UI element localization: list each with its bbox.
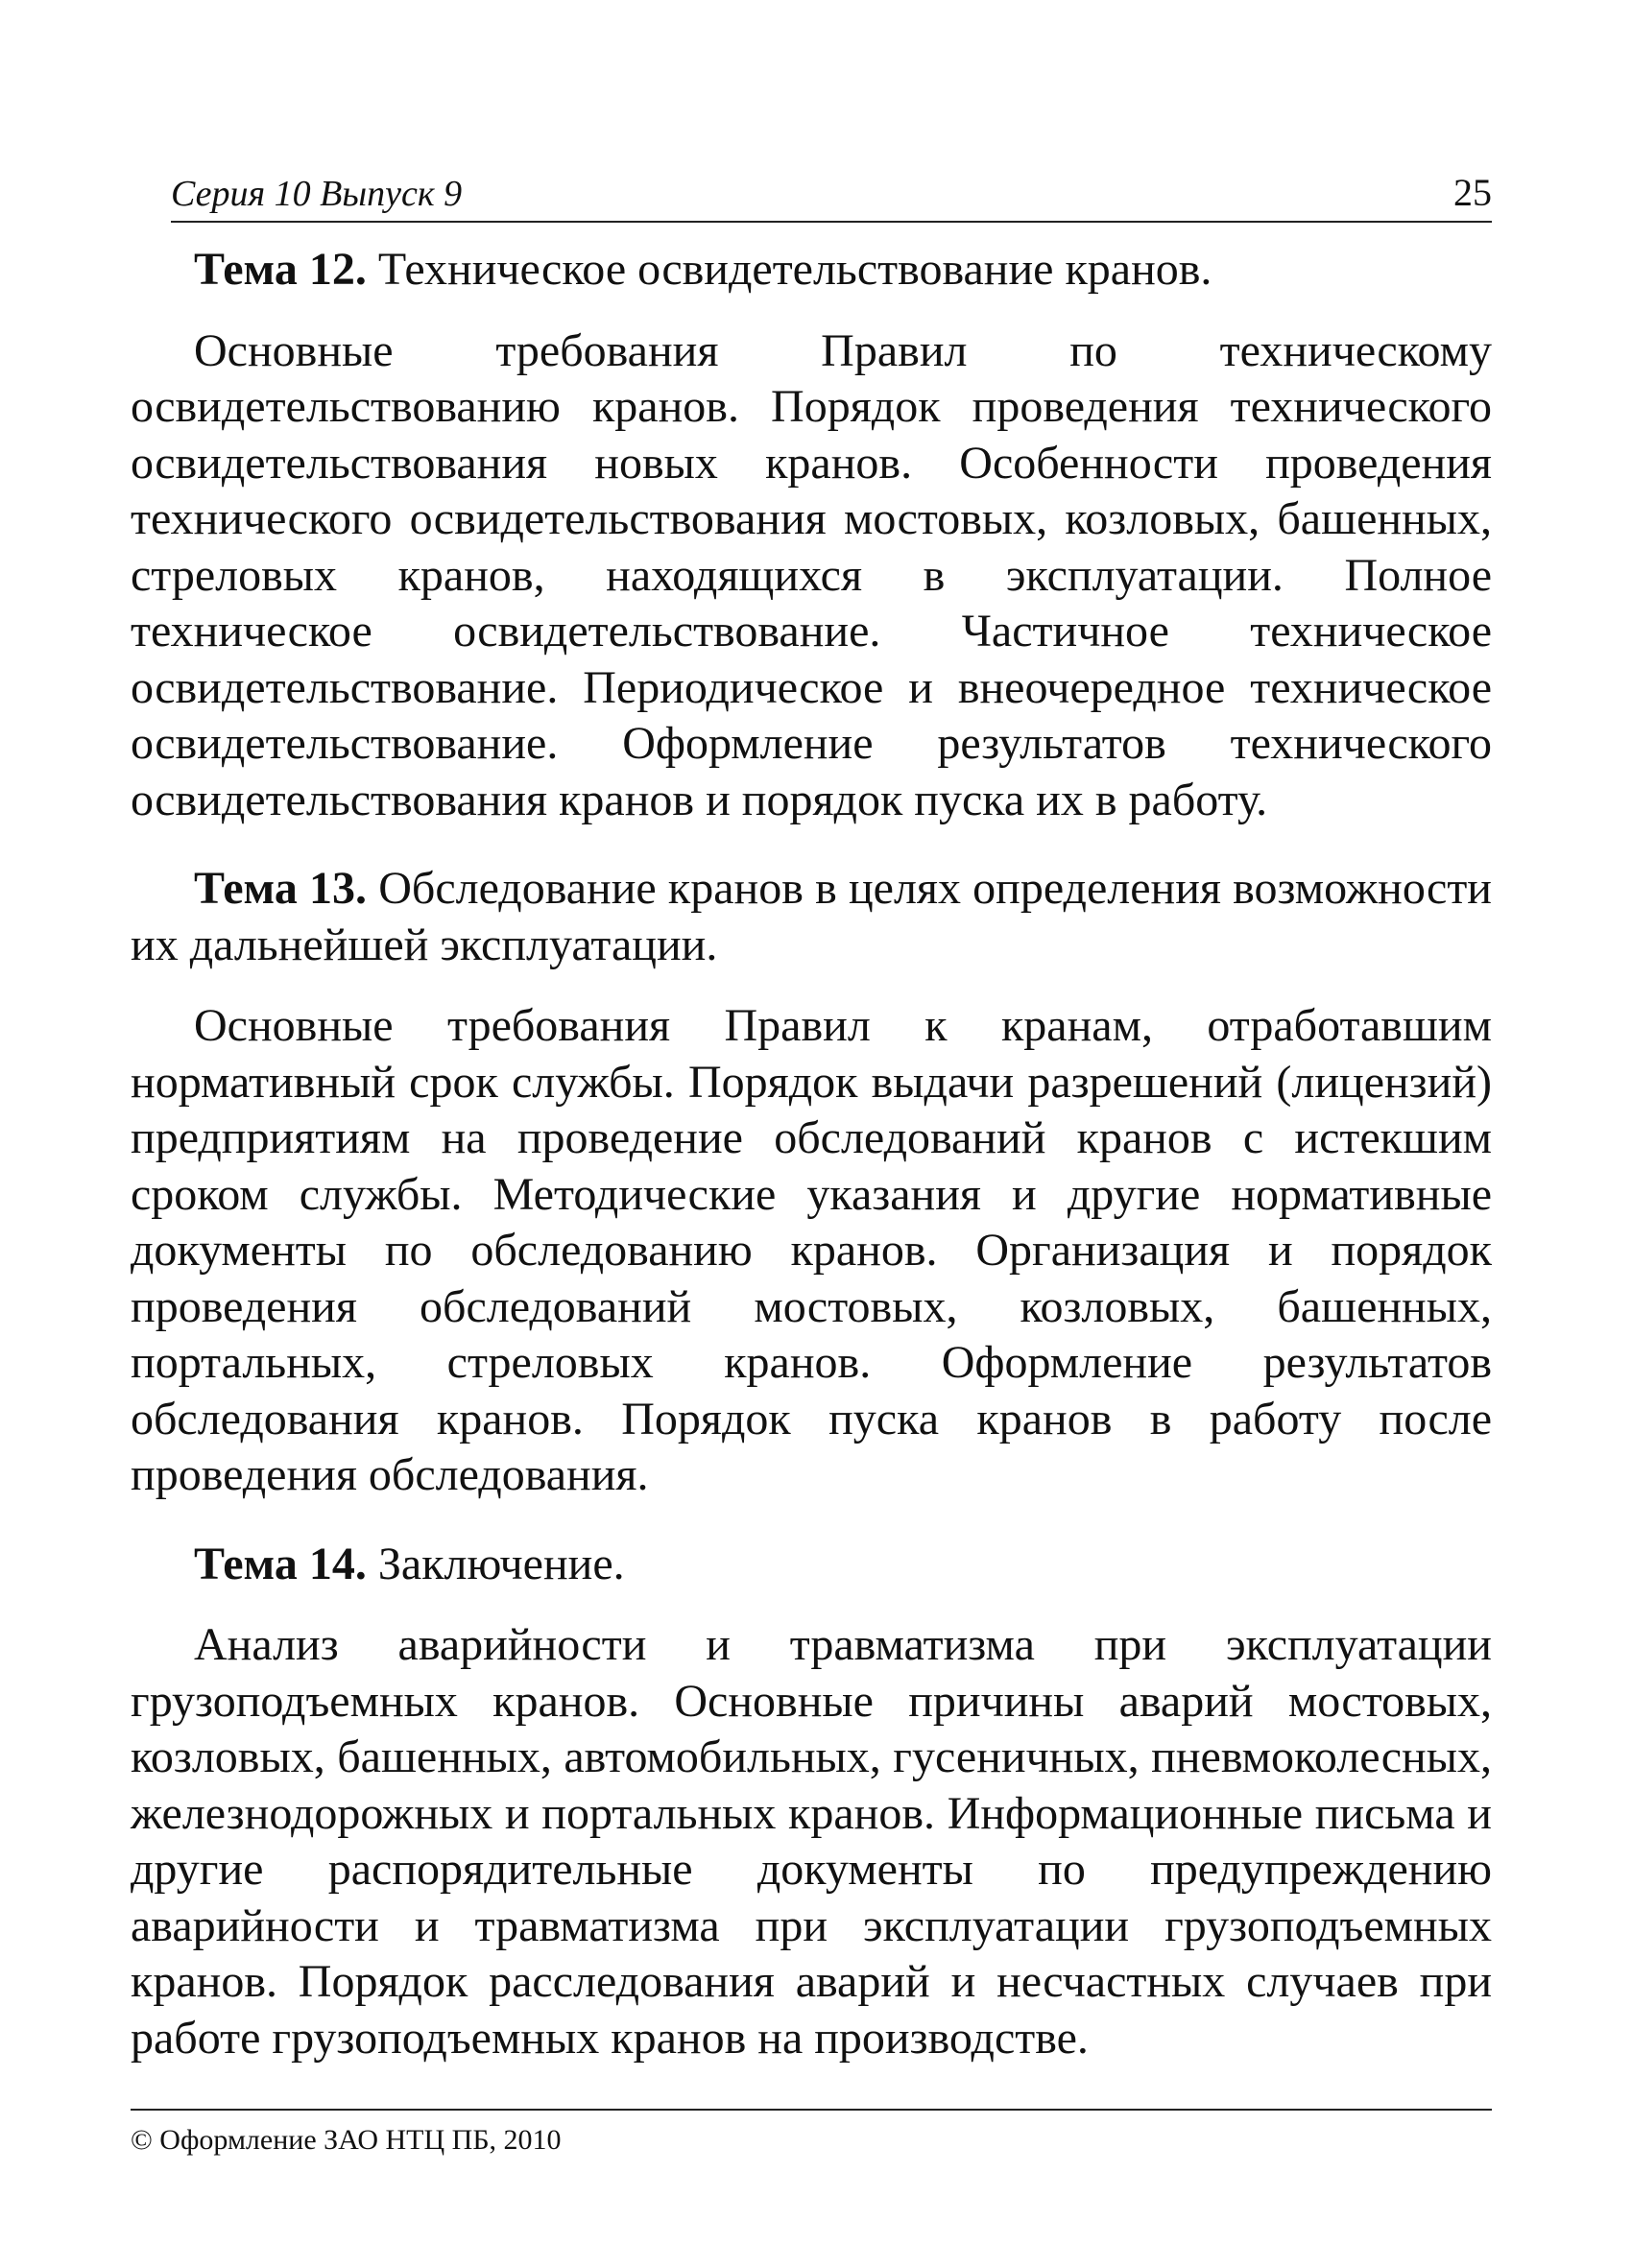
topic-body: Основные требования Правил к кранам, отработавшим нормативный срок службы. Порядок выдачи разрешений (лицензий) предприятиям на проведение обследований кранов с истекшим сроком службы. Методические указания и другие нормативные документы по обследованию кранов. Организация и порядок проведения обследований мостовых, козловых, башенных, портальных, стреловых кранов. Оформление результатов обследования кранов. Порядок пуска кранов в работу после проведения обследования. [131, 1000, 1492, 1500]
page-footer [131, 2109, 1492, 2157]
section-topic-12 [131, 242, 1492, 828]
copyright-notice: © Оформление ЗАО НТЦ ПБ, 2010 [131, 2124, 562, 2156]
topic-title: Обследование кранов в целях определения возможности их дальнейшей эксплуатации. [131, 863, 1492, 970]
topic-heading [131, 242, 1492, 298]
main-text [131, 242, 1492, 2066]
topic-heading [131, 1537, 1492, 1593]
topic-label: Тема 14. [194, 1538, 367, 1589]
running-header [171, 169, 1492, 223]
topic-body: Основные требования Правил по техническому освидетельствованию кранов. Порядок проведения технического освидетельствования новых кранов. Особенности проведения технического освидетельствования мостовых, козловых, башенных, стреловых кранов, находящихся в эксплуатации. Полное техническое освидетельствование. Частичное техническое освидетельствование. Периодическое и внеочередное техническое освидетельствование. Оформление результатов технического освидетельствования кранов и порядок пуска их в работу. [131, 324, 1492, 825]
topic-label: Тема 12. [194, 244, 367, 295]
topic-title: Техническое освидетельствование кранов. [377, 244, 1212, 295]
section-topic-13 [131, 861, 1492, 1504]
series-issue-label: Серия 10 Выпуск 9 [171, 174, 463, 214]
topic-heading [131, 861, 1492, 973]
topic-body: Анализ аварийности и травматизма при эксплуатации грузоподъемных кранов. Основные причины аварий мостовых, козловых, башенных, автомобильных, гусеничных, пневмоколесных, железнодорожных и портальных кранов. Информационные письма и другие распорядительные документы по предупреждению аварийности и травматизма при эксплуатации грузоподъемных кранов. Порядок расследования аварий и несчастных случаев при работе грузоподъемных кранов на производстве. [131, 1619, 1492, 2064]
page-number: 25 [1453, 171, 1492, 214]
section-topic-14 [131, 1537, 1492, 2067]
topic-label: Тема 13. [194, 863, 368, 914]
topic-title: Заключение. [377, 1538, 625, 1589]
